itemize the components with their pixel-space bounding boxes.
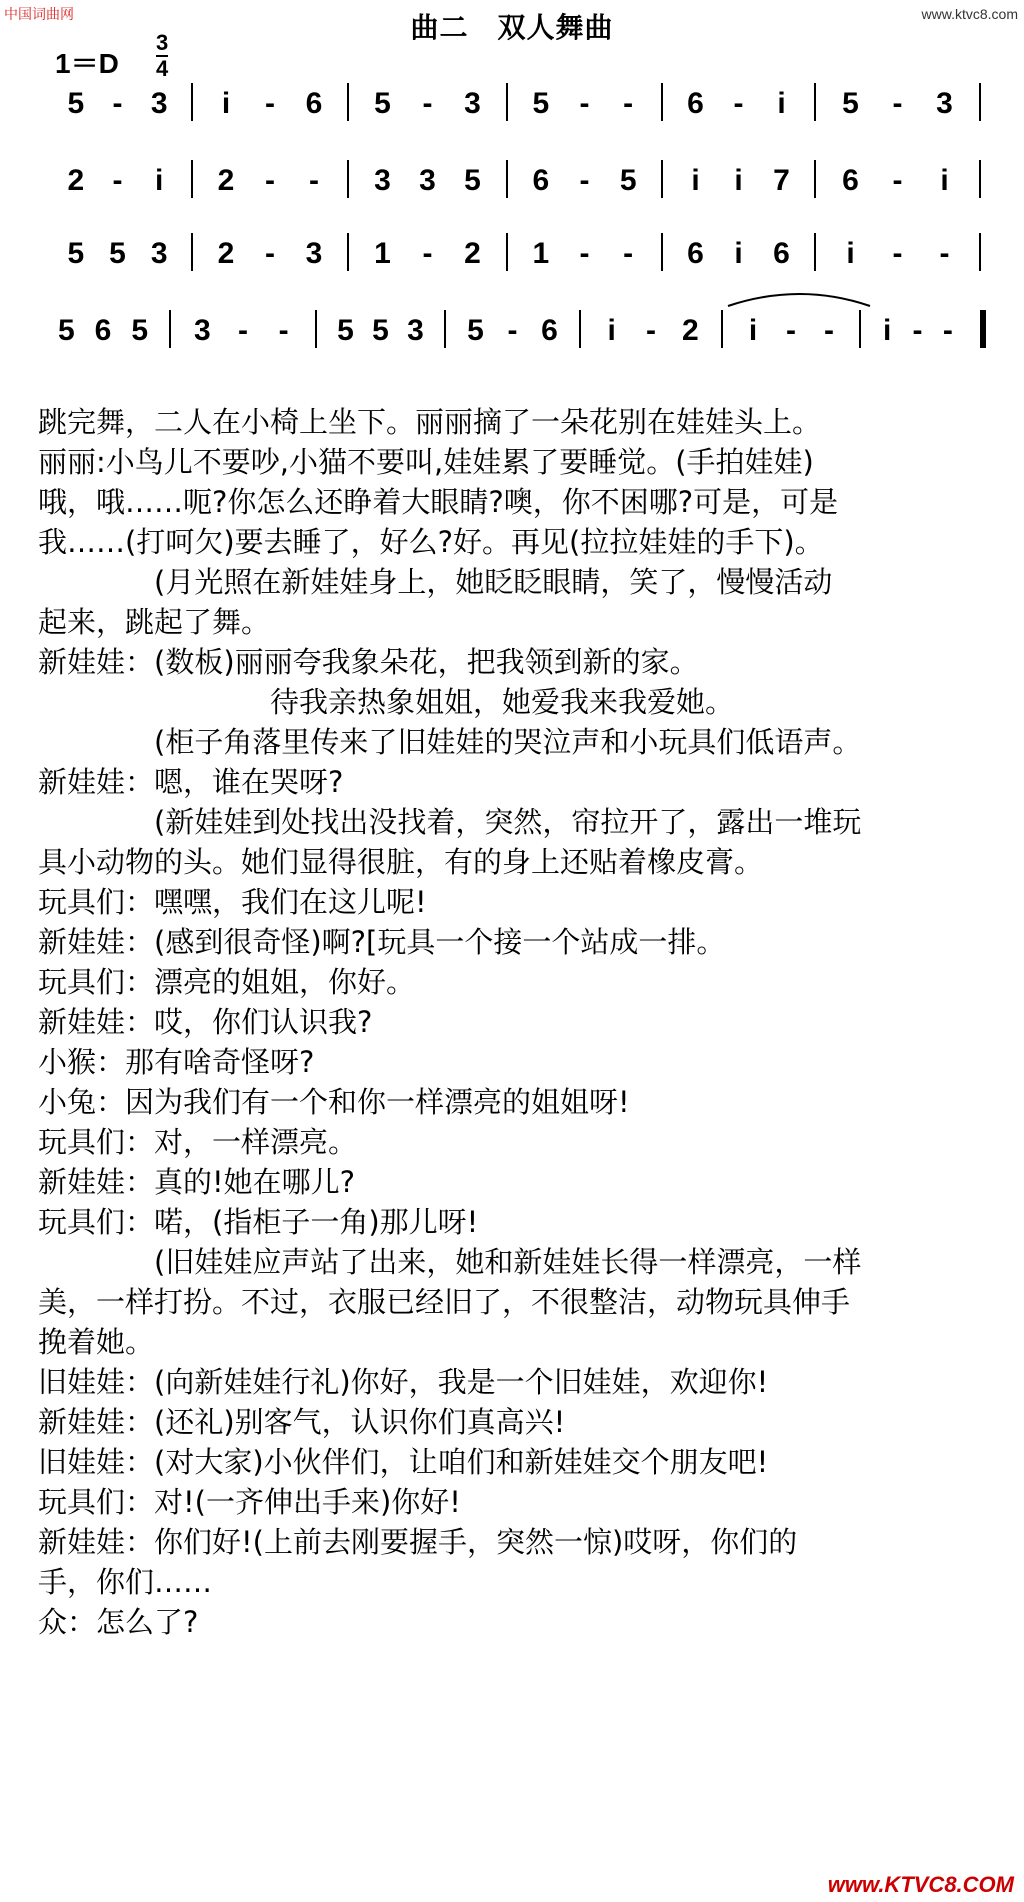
score-note: 7 [773,164,790,197]
score-note: - [309,164,319,197]
tie-arc [728,294,870,306]
page-title: 曲二 双人舞曲 [410,11,614,44]
score-note: 5 [619,164,637,197]
script-line: 新娃娃：(感到很奇怪)啊?[玩具一个接一个站成一排。 [38,925,726,959]
score-note: - [265,237,275,270]
score-note: - [733,87,744,120]
score-note: - [646,314,656,347]
score-note: i [748,314,758,347]
script-line: (柜子角落里传来了旧娃娃的哭泣声和小玩具们低语声。 [38,725,862,759]
score-note: - [623,237,634,270]
score-note: 6 [842,164,859,197]
script-line: 旧娃娃：(向新娃娃行礼)你好，我是一个旧娃娃，欢迎你! [38,1365,769,1399]
score-note: i [846,237,855,270]
score-note: i [607,314,616,347]
score-note: i [691,164,700,197]
score-note: i [734,164,743,197]
script-line: 手，你们…… [38,1565,213,1599]
score-note: 2 [464,237,481,270]
script-line: 新娃娃：嗯，谁在哭呀? [38,765,344,799]
script-line: 新娃娃：你们好!(上前去刚要握手，突然一惊)哎呀，你们的 [38,1525,798,1559]
script-line: 具小动物的头。她们显得很脏，有的身上还贴着橡皮膏。 [38,845,764,879]
score-note: 6 [532,164,550,197]
script-line: 美，一样打扮。不过，衣服已经旧了，不很整洁，动物玩具伸手 [38,1285,851,1319]
script-line: 我……(打呵欠)要去睡了，好么?好。再见(拉拉娃娃的手下)。 [38,525,824,559]
time-numerator: 3 [156,30,169,55]
script-line: 众：怎么了? [38,1605,199,1639]
score-note: 5 [372,314,389,347]
script-line: (新娃娃到处找出没找着，突然，帘拉开了，露出一堆玩 [38,805,862,839]
score-note: i [882,314,892,347]
score-note: 5 [109,237,126,270]
score-note: - [579,164,590,197]
script-line: 哦，哦……呃?你怎么还睁着大眼睛?噢，你不困哪?可是，可是 [38,485,839,519]
script-line: 新娃娃：哎，你们认识我? [38,1005,373,1039]
script-line: 玩具们：嘿嘿，我们在这儿呢! [38,885,427,919]
score-note: - [422,237,433,270]
script-line: 玩具们：对!(一齐伸出手来)你好! [38,1485,461,1519]
score-note: 6 [687,87,704,120]
script-text [38,402,1008,1642]
score-note: 1 [374,237,391,270]
score-note: 5 [57,314,75,347]
score-note: - [892,164,903,197]
score-note: 6 [773,237,790,270]
time-denominator: 4 [156,56,169,81]
score-note: i [734,237,743,270]
script-line: 跳完舞，二人在小椅上坐下。丽丽摘了一朵花别在娃娃头上。 [38,405,822,439]
score-note: 3 [150,237,168,270]
score-note: - [238,314,248,347]
score-note: 5 [842,87,859,120]
score-note: - [579,237,590,270]
script-line: 新娃娃：(数板)丽丽夸我象朵花，把我领到新的家。 [38,645,699,679]
numbered-score [0,0,1024,400]
score-note: 5 [67,87,85,120]
score-note: - [942,314,953,347]
key-signature: 1＝D [55,48,119,79]
script-line: 新娃娃：真的!她在哪儿? [38,1165,356,1199]
score-note: 6 [541,314,558,347]
site-url-right: www.ktvc8.com [921,6,1018,22]
score-note: i [154,164,164,197]
score-note: i [221,87,231,120]
score-note: - [623,87,634,120]
score-note: - [786,314,796,347]
score-note: - [265,164,275,197]
script-line: 丽丽:小鸟儿不要吵,小猫不要叫,娃娃累了要睡觉。(手拍娃娃) [38,445,814,479]
script-line: 待我亲热象姐姐，她爱我来我爱她。 [38,685,735,719]
score-note: 6 [687,237,704,270]
score-note: 5 [532,87,550,120]
score-note: 5 [67,237,85,270]
score-note: 2 [217,237,235,270]
score-note: - [507,314,518,347]
script-line: (月光照在新娃娃身上，她眨眨眼睛，笑了，慢慢活动 [38,565,833,599]
score-note: 2 [217,164,235,197]
score-note: 3 [150,87,168,120]
score-note: 1 [532,237,550,270]
score-note: - [278,314,289,347]
score-note: 3 [374,164,391,197]
score-note: 3 [407,314,424,347]
final-barline [980,310,986,348]
score-note: 5 [467,314,484,347]
score-note: - [579,87,590,120]
score-note: 3 [305,237,323,270]
script-line: 旧娃娃：(对大家)小伙伴们，让咱们和新娃娃交个朋友吧! [38,1445,769,1479]
score-note: 3 [193,314,211,347]
score-note: - [824,314,834,347]
score-note: i [777,87,786,120]
score-note: i [940,164,949,197]
script-line: (旧娃娃应声站了出来，她和新娃娃长得一样漂亮，一样 [38,1245,862,1279]
score-note: - [939,237,950,270]
script-line: 玩具们：漂亮的姐姐，你好。 [38,965,416,999]
score-note: - [912,314,923,347]
score-note: 3 [419,164,436,197]
score-note: - [112,87,123,120]
script-line: 新娃娃：(还礼)别客气，认识你们真高兴! [38,1405,566,1439]
score-note: 5 [131,314,149,347]
score-note: 6 [94,314,112,347]
score-note: - [422,87,433,120]
score-note: 6 [305,87,323,120]
score-note: 5 [464,164,481,197]
score-note: - [892,237,903,270]
script-line: 小猴：那有啥奇怪呀? [38,1045,315,1079]
score-note: 5 [374,87,391,120]
score-note: 3 [936,87,953,120]
score-note: - [265,87,275,120]
bottom-watermark: www.KTVC8.COM [827,1872,1014,1897]
score-note: - [112,164,123,197]
score-note: 5 [337,314,354,347]
site-logo-left: 中国词曲网 [4,6,74,22]
score-note: 2 [67,164,85,197]
score-note: 2 [681,314,699,347]
script-line: 小兔：因为我们有一个和你一样漂亮的姐姐呀! [38,1085,630,1119]
score-note: - [892,87,903,120]
script-line: 起来，跳起了舞。 [38,605,271,639]
script-line: 玩具们：对，一样漂亮。 [38,1125,358,1159]
script-line: 挽着她。 [38,1325,155,1359]
score-note: 3 [464,87,481,120]
script-line: 玩具们：喏，(指柜子一角)那儿呀! [38,1205,479,1239]
